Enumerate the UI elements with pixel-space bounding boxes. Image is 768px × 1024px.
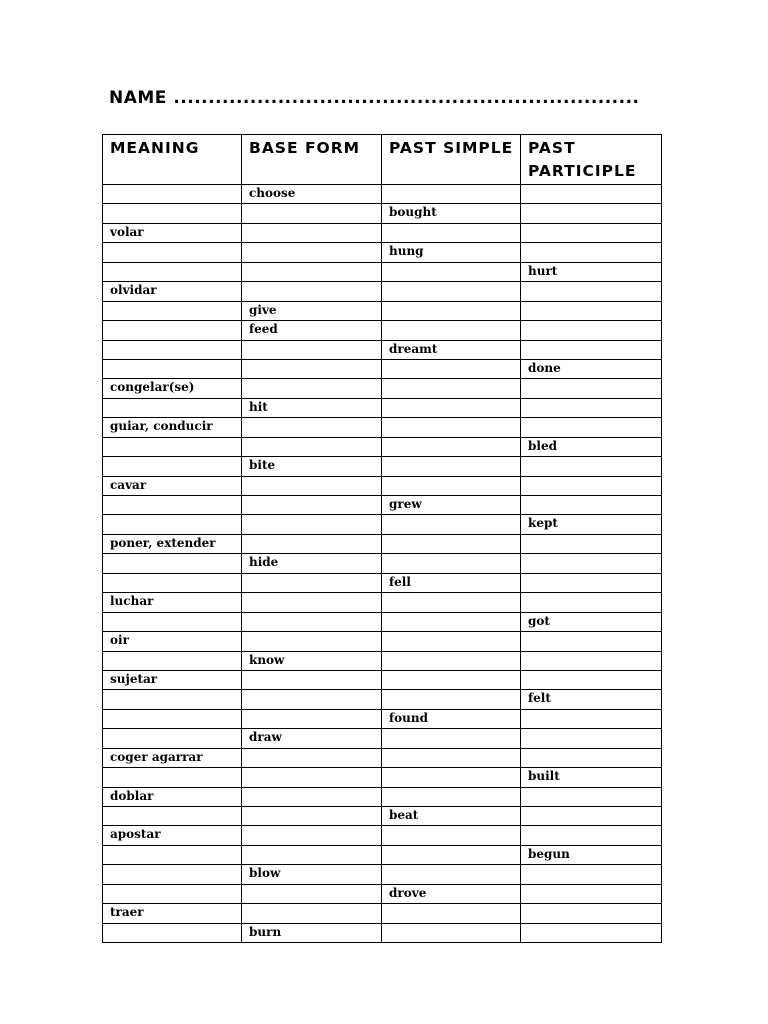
meaning-cell[interactable] xyxy=(103,437,242,456)
table-row xyxy=(103,398,662,417)
column-header-past-simple: PAST SIMPLE xyxy=(382,135,521,185)
table-row xyxy=(103,904,662,923)
table-row xyxy=(103,923,662,942)
table-row xyxy=(103,593,662,612)
past-participle-cell[interactable] xyxy=(521,807,662,826)
past-simple-cell[interactable] xyxy=(382,845,521,864)
table-row xyxy=(103,243,662,262)
past-simple-cell[interactable] xyxy=(382,690,521,709)
table-row xyxy=(103,515,662,534)
meaning-cell[interactable]: guiar, conducir xyxy=(103,418,242,437)
base-form-cell[interactable] xyxy=(242,282,382,301)
meaning-cell[interactable] xyxy=(103,340,242,359)
meaning-cell[interactable] xyxy=(103,243,242,262)
meaning-cell[interactable]: sujetar xyxy=(103,670,242,689)
meaning-cell[interactable] xyxy=(103,301,242,320)
table-row xyxy=(103,573,662,592)
base-form-cell[interactable] xyxy=(242,379,382,398)
base-form-cell[interactable]: know xyxy=(242,651,382,670)
table-row xyxy=(103,748,662,767)
table-row xyxy=(103,457,662,476)
table-row xyxy=(103,865,662,884)
meaning-cell[interactable] xyxy=(103,457,242,476)
base-form-cell[interactable] xyxy=(242,826,382,845)
past-participle-cell[interactable] xyxy=(521,476,662,495)
meaning-cell[interactable]: volar xyxy=(103,223,242,242)
base-form-cell[interactable]: blow xyxy=(242,865,382,884)
base-form-cell[interactable]: choose xyxy=(242,185,382,204)
past-simple-cell[interactable] xyxy=(382,612,521,631)
past-participle-cell[interactable] xyxy=(521,709,662,728)
past-participle-cell[interactable] xyxy=(521,496,662,515)
past-participle-cell[interactable]: bled xyxy=(521,437,662,456)
past-simple-cell[interactable] xyxy=(382,768,521,787)
past-participle-cell[interactable] xyxy=(521,379,662,398)
table-row xyxy=(103,768,662,787)
past-participle-cell[interactable] xyxy=(521,923,662,942)
base-form-cell[interactable] xyxy=(242,884,382,903)
table-row xyxy=(103,670,662,689)
table-row xyxy=(103,496,662,515)
past-participle-cell[interactable] xyxy=(521,748,662,767)
base-form-cell[interactable] xyxy=(242,359,382,378)
table-row xyxy=(103,321,662,340)
base-form-cell[interactable] xyxy=(242,709,382,728)
past-simple-cell[interactable]: found xyxy=(382,709,521,728)
base-form-cell[interactable] xyxy=(242,768,382,787)
table-row xyxy=(103,418,662,437)
table-row xyxy=(103,437,662,456)
base-form-cell[interactable]: hide xyxy=(242,554,382,573)
meaning-cell[interactable]: coger agarrar xyxy=(103,748,242,767)
table-row xyxy=(103,651,662,670)
past-simple-cell[interactable] xyxy=(382,282,521,301)
base-form-cell[interactable] xyxy=(242,845,382,864)
base-form-cell[interactable] xyxy=(242,573,382,592)
past-participle-cell[interactable]: built xyxy=(521,768,662,787)
table-row xyxy=(103,845,662,864)
base-form-cell[interactable] xyxy=(242,204,382,223)
past-participle-cell[interactable]: done xyxy=(521,359,662,378)
past-simple-cell[interactable] xyxy=(382,729,521,748)
past-participle-cell[interactable] xyxy=(521,632,662,651)
base-form-cell[interactable] xyxy=(242,690,382,709)
table-row xyxy=(103,476,662,495)
base-form-cell[interactable] xyxy=(242,904,382,923)
past-simple-cell[interactable] xyxy=(382,359,521,378)
past-participle-cell[interactable] xyxy=(521,826,662,845)
base-form-cell[interactable] xyxy=(242,593,382,612)
past-participle-cell[interactable] xyxy=(521,904,662,923)
table-row xyxy=(103,282,662,301)
past-simple-cell[interactable] xyxy=(382,185,521,204)
past-participle-cell[interactable]: got xyxy=(521,612,662,631)
past-simple-cell[interactable]: bought xyxy=(382,204,521,223)
base-form-cell[interactable] xyxy=(242,340,382,359)
meaning-cell[interactable] xyxy=(103,923,242,942)
meaning-cell[interactable]: poner, extender xyxy=(103,534,242,553)
past-simple-cell[interactable]: dreamt xyxy=(382,340,521,359)
past-participle-cell[interactable]: felt xyxy=(521,690,662,709)
past-simple-cell[interactable] xyxy=(382,865,521,884)
past-simple-cell[interactable]: drove xyxy=(382,884,521,903)
past-participle-cell[interactable] xyxy=(521,884,662,903)
past-participle-cell[interactable] xyxy=(521,398,662,417)
past-simple-cell[interactable] xyxy=(382,904,521,923)
meaning-cell[interactable] xyxy=(103,398,242,417)
meaning-cell[interactable] xyxy=(103,612,242,631)
past-simple-cell[interactable] xyxy=(382,670,521,689)
past-simple-cell[interactable] xyxy=(382,476,521,495)
column-header-base-form: BASE FORM xyxy=(242,135,382,185)
table-row xyxy=(103,807,662,826)
past-participle-cell[interactable] xyxy=(521,651,662,670)
past-simple-cell[interactable] xyxy=(382,379,521,398)
base-form-cell[interactable]: burn xyxy=(242,923,382,942)
meaning-cell[interactable] xyxy=(103,185,242,204)
meaning-cell[interactable] xyxy=(103,359,242,378)
past-simple-cell[interactable] xyxy=(382,826,521,845)
past-participle-cell[interactable] xyxy=(521,457,662,476)
past-participle-cell[interactable] xyxy=(521,573,662,592)
table-row xyxy=(103,359,662,378)
base-form-cell[interactable] xyxy=(242,223,382,242)
past-participle-cell[interactable] xyxy=(521,593,662,612)
base-form-cell[interactable] xyxy=(242,437,382,456)
meaning-cell[interactable]: cavar xyxy=(103,476,242,495)
meaning-cell[interactable] xyxy=(103,321,242,340)
table-header xyxy=(103,135,662,185)
base-form-cell[interactable] xyxy=(242,496,382,515)
past-participle-cell[interactable] xyxy=(521,729,662,748)
table-row xyxy=(103,632,662,651)
past-simple-cell[interactable] xyxy=(382,593,521,612)
base-form-cell[interactable]: give xyxy=(242,301,382,320)
past-simple-cell[interactable] xyxy=(382,262,521,281)
base-form-cell[interactable] xyxy=(242,534,382,553)
past-participle-cell[interactable] xyxy=(521,223,662,242)
past-simple-cell[interactable] xyxy=(382,398,521,417)
base-form-cell[interactable] xyxy=(242,515,382,534)
past-simple-cell[interactable] xyxy=(382,515,521,534)
meaning-cell[interactable] xyxy=(103,204,242,223)
meaning-cell[interactable]: congelar(se) xyxy=(103,379,242,398)
name-field-label: NAME ................................................................... xyxy=(109,88,640,108)
past-simple-cell[interactable] xyxy=(382,632,521,651)
meaning-cell[interactable] xyxy=(103,496,242,515)
base-form-cell[interactable] xyxy=(242,748,382,767)
table-row xyxy=(103,301,662,320)
header-row xyxy=(103,135,662,185)
past-simple-cell[interactable] xyxy=(382,923,521,942)
past-simple-cell[interactable]: grew xyxy=(382,496,521,515)
past-participle-cell[interactable] xyxy=(521,282,662,301)
past-participle-cell[interactable] xyxy=(521,787,662,806)
base-form-cell[interactable]: feed xyxy=(242,321,382,340)
base-form-cell[interactable] xyxy=(242,670,382,689)
table-row xyxy=(103,884,662,903)
base-form-cell[interactable]: draw xyxy=(242,729,382,748)
past-simple-cell[interactable]: hung xyxy=(382,243,521,262)
past-participle-cell[interactable] xyxy=(521,418,662,437)
table-row xyxy=(103,204,662,223)
meaning-cell[interactable]: apostar xyxy=(103,826,242,845)
base-form-cell[interactable] xyxy=(242,612,382,631)
past-participle-cell[interactable]: hurt xyxy=(521,262,662,281)
meaning-cell[interactable] xyxy=(103,807,242,826)
base-form-cell[interactable] xyxy=(242,807,382,826)
past-participle-cell[interactable] xyxy=(521,301,662,320)
past-simple-cell[interactable] xyxy=(382,457,521,476)
meaning-cell[interactable]: traer xyxy=(103,904,242,923)
past-simple-cell[interactable] xyxy=(382,748,521,767)
table-row xyxy=(103,379,662,398)
table-row xyxy=(103,729,662,748)
table-body xyxy=(103,185,662,943)
meaning-cell[interactable] xyxy=(103,729,242,748)
past-simple-cell[interactable] xyxy=(382,321,521,340)
meaning-cell[interactable] xyxy=(103,884,242,903)
past-simple-cell[interactable] xyxy=(382,787,521,806)
irregular-verbs-table xyxy=(102,134,662,943)
meaning-cell[interactable] xyxy=(103,709,242,728)
column-header-meaning: MEANING xyxy=(103,135,242,185)
past-simple-cell[interactable] xyxy=(382,418,521,437)
meaning-cell[interactable] xyxy=(103,845,242,864)
past-participle-cell[interactable]: kept xyxy=(521,515,662,534)
base-form-cell[interactable] xyxy=(242,418,382,437)
past-participle-cell[interactable] xyxy=(521,204,662,223)
column-header-past-participle: PAST PARTICIPLE xyxy=(521,135,662,185)
table-row xyxy=(103,612,662,631)
meaning-cell[interactable]: oir xyxy=(103,632,242,651)
past-participle-cell[interactable] xyxy=(521,554,662,573)
table-row xyxy=(103,709,662,728)
past-participle-cell[interactable] xyxy=(521,670,662,689)
past-simple-cell[interactable] xyxy=(382,534,521,553)
meaning-cell[interactable]: luchar xyxy=(103,593,242,612)
base-form-cell[interactable] xyxy=(242,476,382,495)
table-row xyxy=(103,340,662,359)
meaning-cell[interactable] xyxy=(103,651,242,670)
base-form-cell[interactable] xyxy=(242,243,382,262)
table-row xyxy=(103,534,662,553)
table-row xyxy=(103,690,662,709)
table-row xyxy=(103,185,662,204)
past-participle-cell[interactable] xyxy=(521,185,662,204)
past-participle-cell[interactable] xyxy=(521,534,662,553)
meaning-cell[interactable] xyxy=(103,690,242,709)
table-row xyxy=(103,223,662,242)
base-form-cell[interactable] xyxy=(242,262,382,281)
past-participle-cell[interactable] xyxy=(521,243,662,262)
past-simple-cell[interactable] xyxy=(382,554,521,573)
meaning-cell[interactable]: olvidar xyxy=(103,282,242,301)
table-row xyxy=(103,826,662,845)
meaning-cell[interactable]: doblar xyxy=(103,787,242,806)
base-form-cell[interactable] xyxy=(242,632,382,651)
past-simple-cell[interactable] xyxy=(382,223,521,242)
meaning-cell[interactable] xyxy=(103,515,242,534)
meaning-cell[interactable] xyxy=(103,865,242,884)
meaning-cell[interactable] xyxy=(103,262,242,281)
base-form-cell[interactable]: bite xyxy=(242,457,382,476)
base-form-cell[interactable] xyxy=(242,787,382,806)
meaning-cell[interactable] xyxy=(103,573,242,592)
meaning-cell[interactable] xyxy=(103,768,242,787)
past-simple-cell[interactable] xyxy=(382,301,521,320)
past-simple-cell[interactable]: beat xyxy=(382,807,521,826)
meaning-cell[interactable] xyxy=(103,554,242,573)
past-participle-cell[interactable] xyxy=(521,865,662,884)
past-participle-cell[interactable] xyxy=(521,321,662,340)
past-simple-cell[interactable] xyxy=(382,651,521,670)
table-row xyxy=(103,787,662,806)
past-participle-cell[interactable]: begun xyxy=(521,845,662,864)
past-participle-cell[interactable] xyxy=(521,340,662,359)
past-simple-cell[interactable]: fell xyxy=(382,573,521,592)
past-simple-cell[interactable] xyxy=(382,437,521,456)
table-row xyxy=(103,262,662,281)
base-form-cell[interactable]: hit xyxy=(242,398,382,417)
table-row xyxy=(103,554,662,573)
